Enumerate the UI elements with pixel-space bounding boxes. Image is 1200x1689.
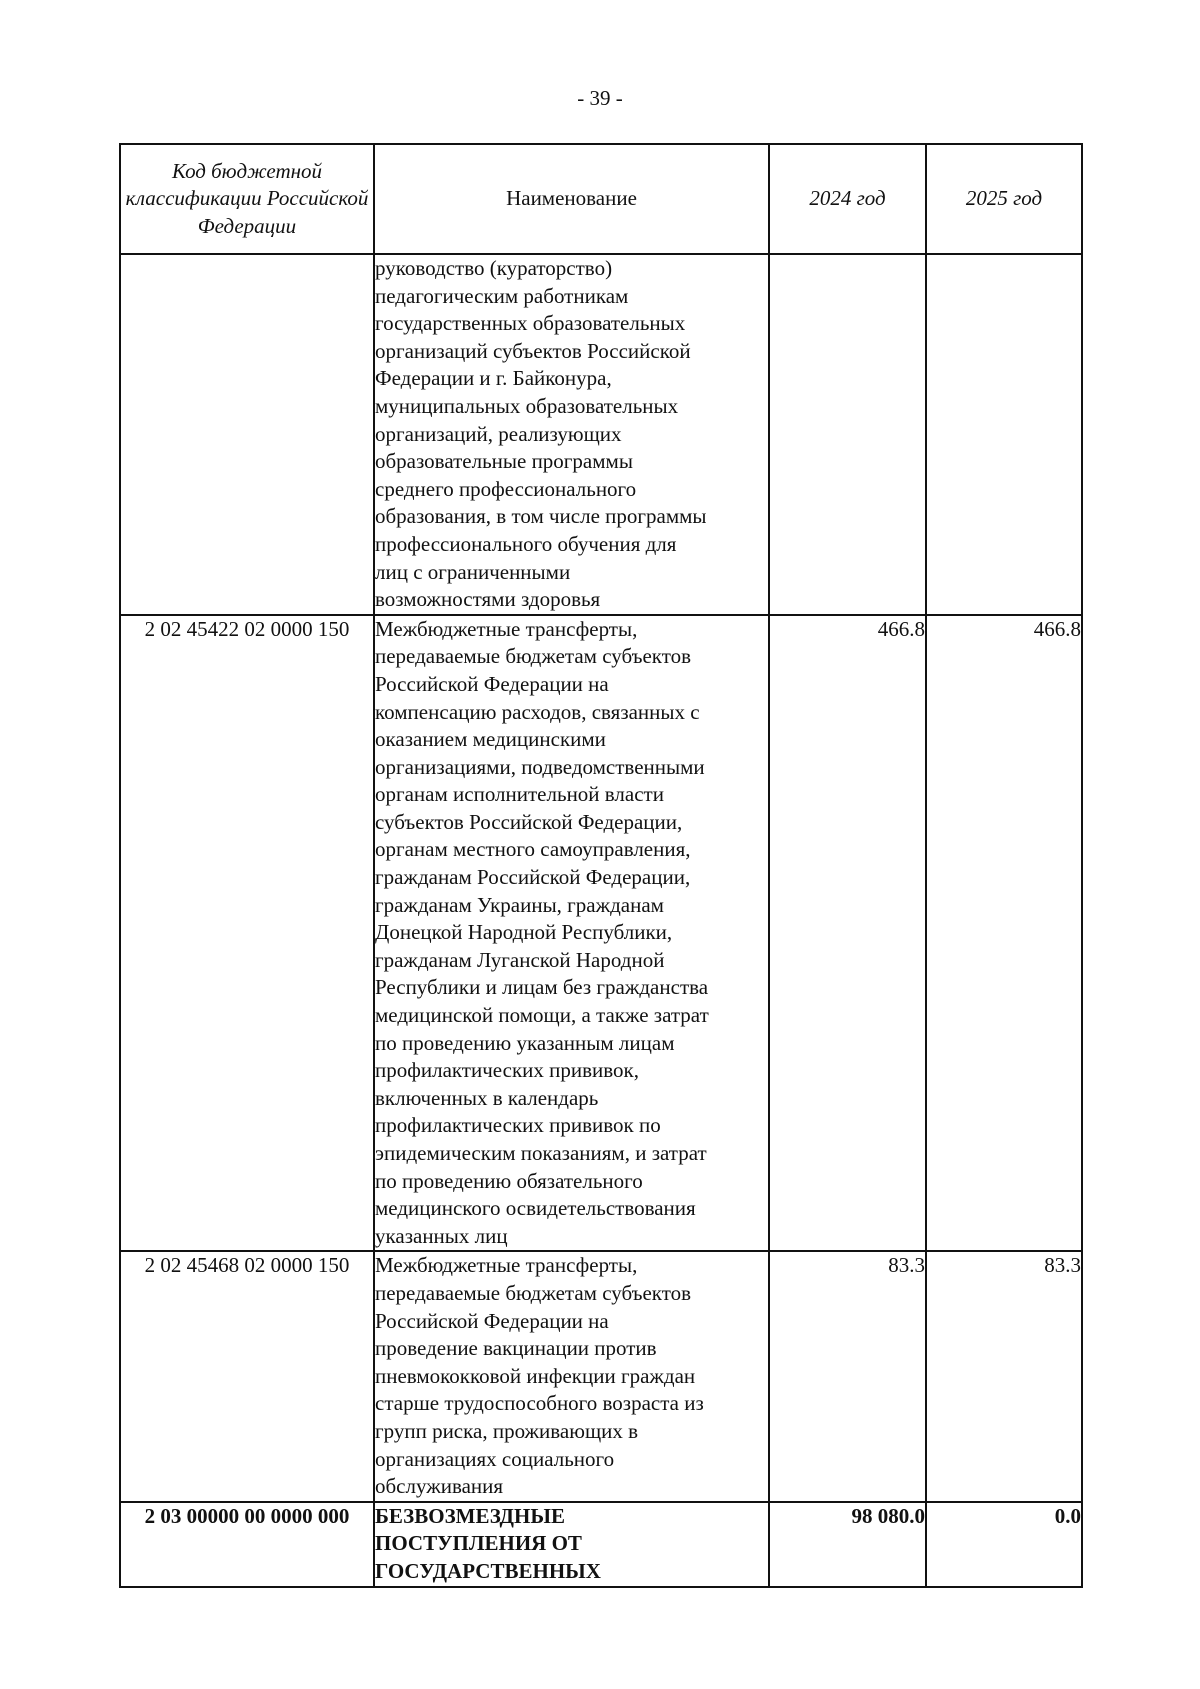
- row-name-line: гражданам Украины, гражданам: [375, 892, 664, 917]
- row-name-line: компенсацию расходов, связанных с: [375, 699, 700, 724]
- row-name-line: органам исполнительной власти: [375, 782, 664, 807]
- budget-table: [119, 143, 1083, 1588]
- row-name-line: медицинского освидетельствования: [375, 1196, 696, 1221]
- table-body: [120, 254, 1082, 1587]
- row-name: [374, 254, 769, 615]
- header-name: Наименование: [374, 144, 769, 254]
- row-code: [120, 254, 374, 615]
- row-name: [374, 1502, 769, 1587]
- row-name-line: групп риска, проживающих в: [375, 1418, 639, 1443]
- page-number: - 39 -: [577, 86, 623, 110]
- row-name-line: лиц с ограниченными: [375, 559, 571, 584]
- row-name-line: медицинской помощи, а также затрат: [375, 1003, 709, 1028]
- row-name-line: субъектов Российской Федерации,: [375, 809, 683, 834]
- row-name-line: организациях социального: [375, 1446, 615, 1471]
- row-name-line: передаваемые бюджетам субъектов: [375, 1280, 692, 1305]
- row-name-line: указанных лиц: [375, 1223, 508, 1248]
- row-name: [374, 1251, 769, 1501]
- row-value-2024: 466.8: [769, 615, 926, 1252]
- row-name-line: старше трудоспособного возраста из: [375, 1391, 704, 1416]
- row-name: [374, 615, 769, 1252]
- row-name-line: органам местного самоуправления,: [375, 837, 691, 862]
- row-name-line: среднего профессионального: [375, 476, 637, 501]
- row-name-line: Донецкой Народной Республики,: [375, 920, 673, 945]
- row-name-line: гражданам Луганской Народной: [375, 947, 665, 972]
- row-name-line: проведение вакцинации против: [375, 1336, 657, 1361]
- header-year-2024: 2024 год: [769, 144, 926, 254]
- header-year-2025: 2025 год: [926, 144, 1082, 254]
- table-row: [120, 254, 1082, 615]
- row-name-line: организаций, реализующих: [375, 421, 622, 446]
- row-name-line: оказанием медицинскими: [375, 727, 606, 752]
- table-row: [120, 1502, 1082, 1587]
- table-row: [120, 615, 1082, 1252]
- row-name-line: профессионального обучения для: [375, 531, 677, 556]
- row-value-2025: 0.0: [926, 1502, 1082, 1587]
- row-name-line: Российской Федерации на: [375, 671, 609, 696]
- row-name-line: муниципальных образовательных: [375, 393, 679, 418]
- row-name-line: по проведению указанным лицам: [375, 1030, 675, 1055]
- row-name-line: руководство (кураторство): [375, 256, 613, 280]
- row-code: 2 02 45422 02 0000 150: [120, 615, 374, 1252]
- row-value-2025: [926, 254, 1082, 615]
- header-code: Код бюджетной классификации Российской Федерации: [120, 144, 374, 254]
- row-name-line: Межбюджетные трансферты,: [375, 1253, 638, 1278]
- row-name-line: Федерации и г. Байконура,: [375, 366, 612, 391]
- table-row: [120, 1251, 1082, 1501]
- row-name-line: Республики и лицам без гражданства: [375, 975, 709, 1000]
- row-name-line: включенных в календарь: [375, 1085, 599, 1110]
- row-name-line: передаваемые бюджетам субъектов: [375, 644, 692, 669]
- row-name-line: организациями, подведомственными: [375, 754, 705, 779]
- row-name-line: образования, в том числе программы: [375, 504, 707, 529]
- row-value-2024: 98 080.0: [769, 1502, 926, 1587]
- row-name-line: возможностями здоровья: [375, 587, 601, 612]
- row-name-line: по проведению обязательного: [375, 1168, 643, 1193]
- row-value-2025: 466.8: [926, 615, 1082, 1252]
- row-name-line: гражданам Российской Федерации,: [375, 865, 691, 890]
- row-name-line: профилактических прививок по: [375, 1113, 661, 1138]
- row-name-line: Межбюджетные трансферты,: [375, 616, 638, 641]
- row-name-line: Российской Федерации на: [375, 1308, 609, 1333]
- row-name-line: государственных образовательных: [375, 311, 686, 336]
- row-code: 2 02 45468 02 0000 150: [120, 1251, 374, 1501]
- row-name-line: пневмококковой инфекции граждан: [375, 1363, 696, 1388]
- row-value-2024: 83.3: [769, 1251, 926, 1501]
- row-name-line: ПОСТУПЛЕНИЯ ОТ: [375, 1531, 582, 1556]
- table-header-row: [120, 144, 1082, 254]
- row-name-line: ГОСУДАРСТВЕННЫХ: [375, 1558, 601, 1583]
- row-name-line: образовательные программы: [375, 449, 633, 474]
- row-name-line: обслуживания: [375, 1474, 504, 1499]
- row-name-line: организаций субъектов Российской: [375, 338, 691, 363]
- row-value-2025: 83.3: [926, 1251, 1082, 1501]
- row-name-line: эпидемическим показаниям, и затрат: [375, 1141, 707, 1165]
- row-name-line: педагогическим работникам: [375, 283, 629, 308]
- row-value-2024: [769, 254, 926, 615]
- row-name-line: БЕЗВОЗМЕЗДНЫЕ: [375, 1503, 565, 1528]
- row-code: 2 03 00000 00 0000 000: [120, 1502, 374, 1587]
- row-name-line: профилактических прививок,: [375, 1058, 639, 1083]
